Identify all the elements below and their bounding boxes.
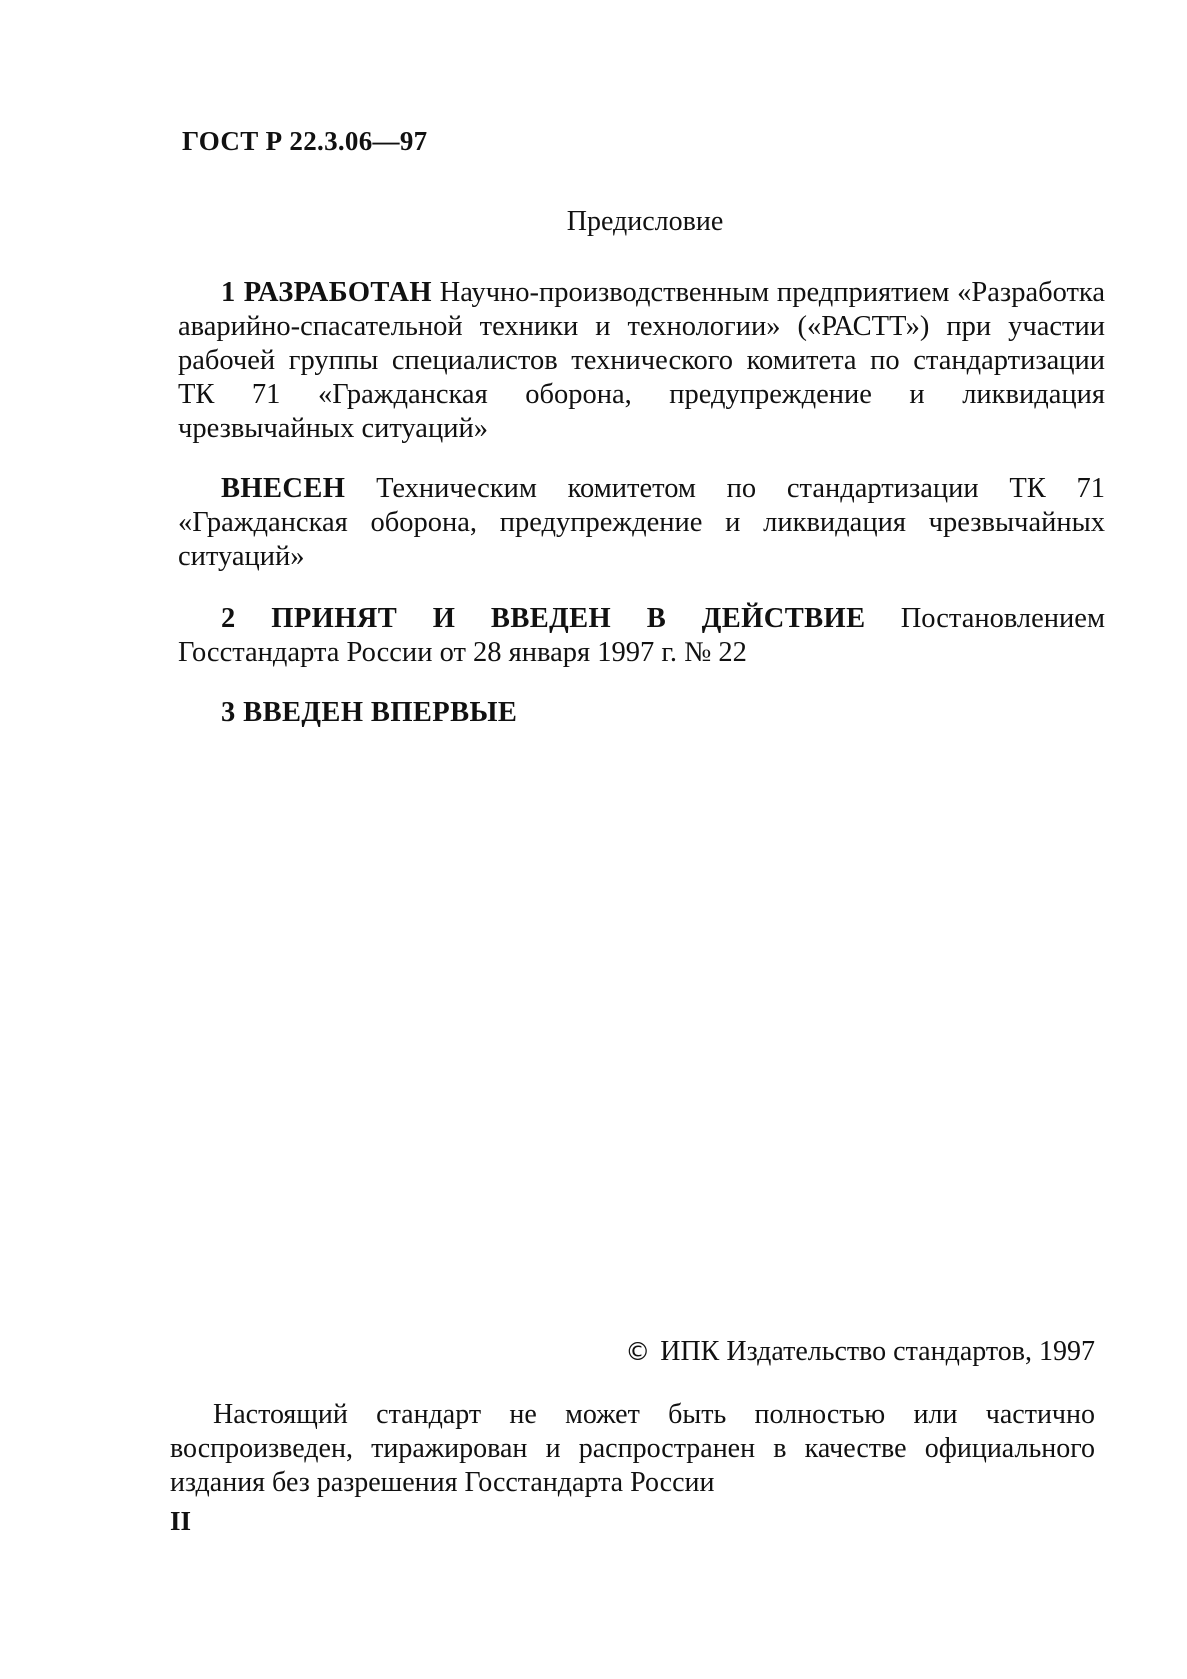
reproduction-notice: Настоящий стандарт не может быть полностью или частично воспроизведен, тиражирован и распространен в качестве официального издания без разрешения Госстандарта России — [170, 1399, 1095, 1498]
paragraph-adopted — [178, 602, 1105, 670]
paragraph-text: Техническим комитетом по стандартизации ТК 71 «Гражданская оборона, предупреждение и ликвидация чрезвычайных ситуаций» — [178, 473, 1105, 572]
preface-title: Предисловие — [566, 206, 724, 237]
paragraph-text: Научно-производственным предприятием «Разработка аварийно-спасательной техники и технологии» («РАСТТ») при участии рабочей группы специалистов технического комитета по стандартизации ТК 71 «Гражданская оборона, предупреждение и ликвидация чрезвычайных ситуаций» — [178, 277, 1105, 444]
paragraph-first-introduced — [178, 696, 1105, 730]
paragraph-lead: 3 ВВЕДЕН ВПЕРВЫЕ — [221, 697, 518, 728]
paragraph-lead: ВНЕСЕН — [221, 473, 346, 504]
copyright-line — [625, 1336, 1095, 1368]
document-code: ГОСТ Р 22.3.06—97 — [182, 126, 428, 156]
page-number: II — [170, 1506, 192, 1536]
paragraph-introduced — [178, 472, 1105, 574]
paragraph-lead: 1 РАЗРАБОТАН — [221, 277, 432, 308]
paragraph-text: Постановлением Госстандарта России от 28 января 1997 г. № 22 — [178, 603, 1105, 668]
paragraph-developed — [178, 276, 1105, 446]
paragraph-lead: 2 ПРИНЯТ И ВВЕДЕН В ДЕЙСТВИЕ — [221, 603, 866, 634]
copyright-icon: © — [625, 1337, 651, 1366]
copyright-text: ИПК Издательство стандартов, 1997 — [660, 1336, 1095, 1367]
